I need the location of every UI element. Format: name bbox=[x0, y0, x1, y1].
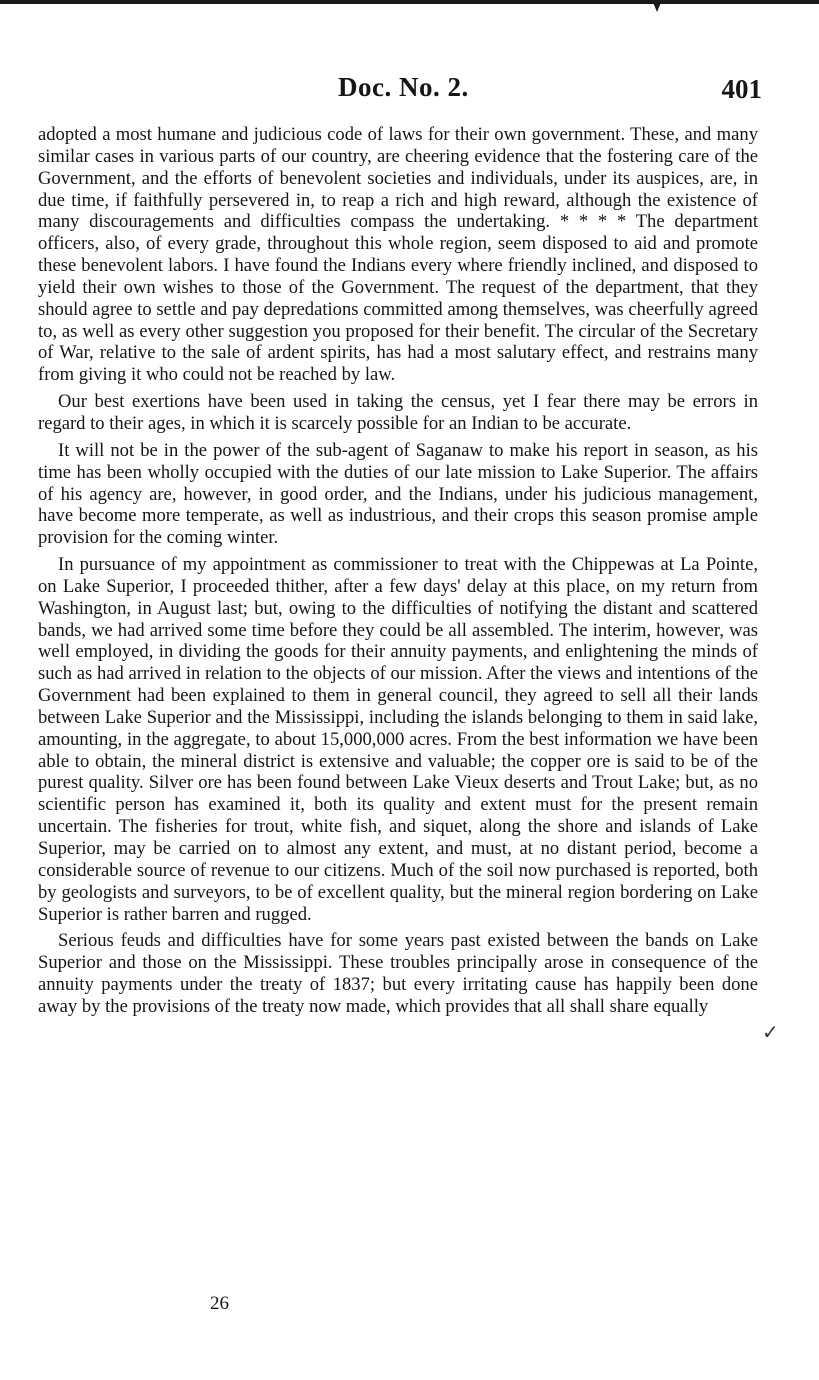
paragraph-3: It will not be in the power of the sub-agent of Saganaw to make his report in season, as his time has been wholly occupied with the duties of our late mission to Lake Superior. The affairs of his agency are, however, in good order, and the Indians, under his judicious management, have become more temperate, as well as industrious, and their crops this season promise ample provision for the coming winter. bbox=[38, 439, 758, 549]
margin-check-mark: ✓ bbox=[762, 1022, 779, 1044]
top-border-rule bbox=[0, 0, 819, 4]
paragraph-5: Serious feuds and difficulties have for some years past existed between the bands on Lake Superior and those on the Mississippi. These troubles principally arose in consequence of the annuity payments under the treaty of 1837; but every irritating cause has happily been done away by the provisions of the treaty now made, which provides that all shall share equally bbox=[38, 930, 758, 1017]
paragraph-4: In pursuance of my appointment as commissioner to treat with the Chippewas at La Pointe, on Lake Superior, I proceeded thither, after a few days' delay at this place, on my return from Washington, in August last; but, owing to the difficulties of notifying the distant and scattered bands, we had arrived some time before they could be all assembled. The interim, however, was well employed, in dividing the goods for their annuity payments, and enlightening the minds of such as had arrived in relation to the objects of our mission. After the views and intentions of the Government had been explained to them in general council, they agreed to sell all their lands between Lake Superior and the Mississippi, including the islands belonging to them in said lake, amounting, in the aggregate, to about 15,000,000 acres. From the best information we have been able to obtain, the mineral district is extensive and valuable; the copper ore is said to be of the purest quality. Silver ore has been found between Lake Vieux deserts and Trout Lake; but, as no scientific person has examined it, both its quality and extent must for the present remain uncertain. The fisheries for trout, white fish, and siquet, along the shore and islands of Lake Superior, may be carried on to almost any extent, and must, at no distant period, become a considerable source of revenue to our citizens. Much of the soil now purchased is reported, both by geologists and surveyors, to be of excellent quality, but the mineral region bordering on Lake Superior is rather barren and rugged. bbox=[38, 554, 758, 925]
paragraph-1: adopted a most humane and judicious code of laws for their own government. These, and many similar cases in various parts of our country, are cheering evidence that the fostering care of the Government, and the efforts of benevolent societies and individuals, under its auspices, are, in due time, if faithfully persevered in, to reap a rich and high reward, although the existence of many discouragements and difficulties compass the undertaking. * * * * The department officers, also, of every grade, throughout this whole region, seem disposed to aid and promote these benevolent labors. I have found the Indians every where friendly inclined, and disposed to yield their own wishes to those of the Government. The request of the department, that they should agree to settle and pay depredations committed among themselves, was cheerfully agreed to, as well as every other suggestion you proposed for their benefit. The circular of the Secretary of War, relative to the sale of ardent spirits, has had a most salutary effect, and restrains many from giving it who could not be reached by law. bbox=[38, 124, 758, 386]
page-number: 401 bbox=[721, 74, 762, 104]
page-title: Doc. No. 2. bbox=[338, 72, 469, 102]
page-header bbox=[38, 72, 762, 112]
document-body bbox=[38, 124, 758, 1023]
top-border-notch bbox=[652, 0, 662, 12]
paragraph-2: Our best exertions have been used in taking the census, yet I fear there may be errors in regard to their ages, in which it is scarcely possible for an Indian to be accurate. bbox=[38, 391, 758, 434]
signature-number: 26 bbox=[210, 1293, 229, 1314]
